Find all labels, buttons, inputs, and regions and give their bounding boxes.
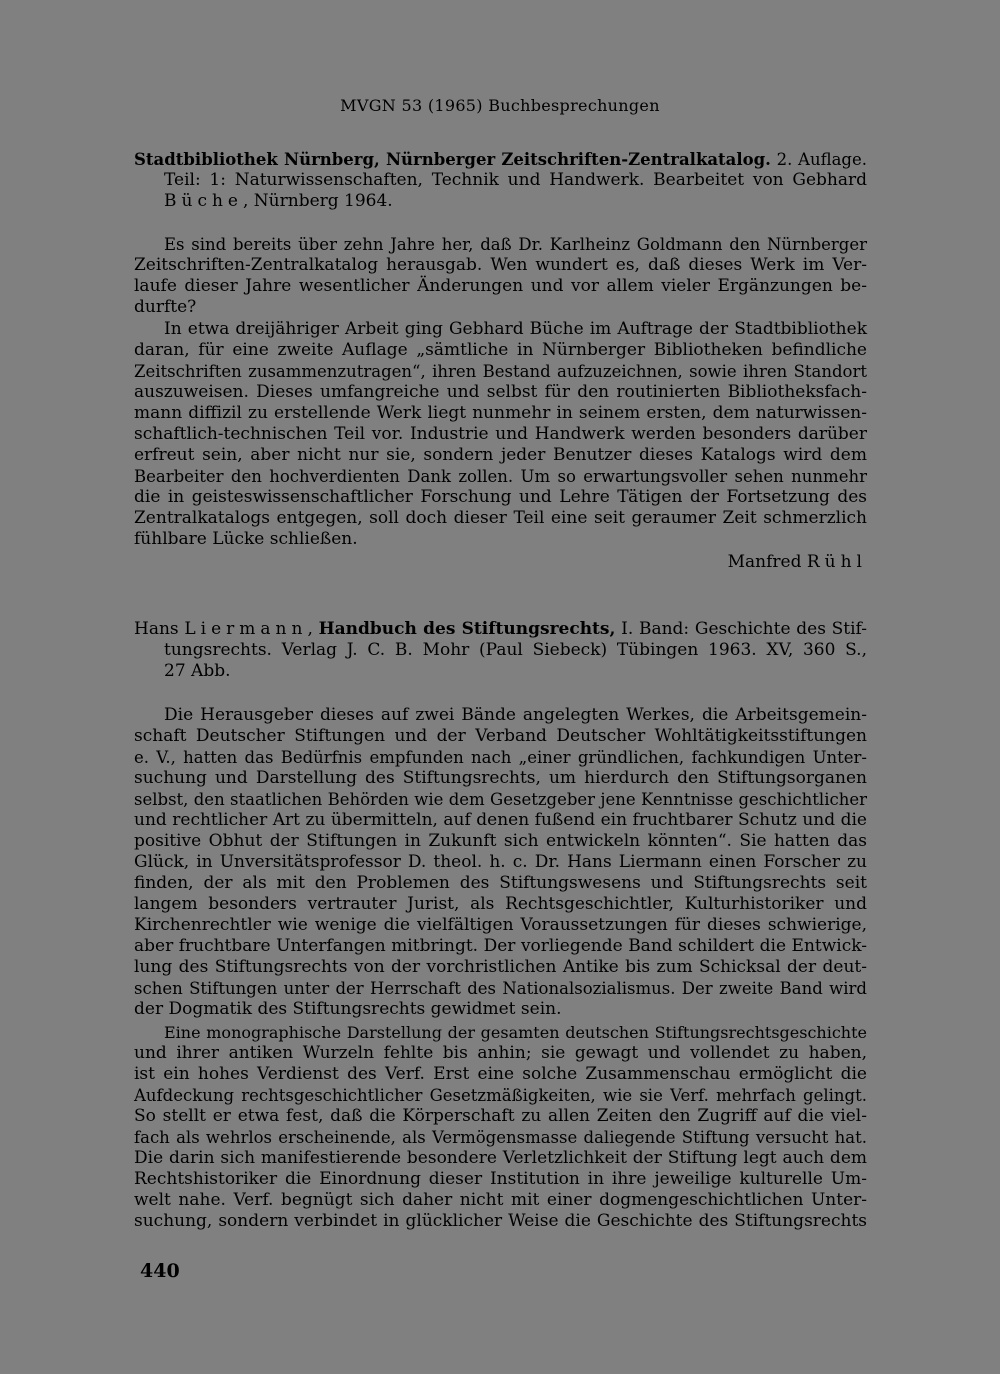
signature-last-name: Rühl [806, 552, 867, 572]
review2-body-line: Rechtshistoriker die Einordnung dieser Institution in ihre jeweilige kulturelle Um- [134, 1169, 867, 1189]
review2-body-line: lung des Stiftungsrechts von der vorchristlichen Antike bis zum Schicksal der deut- [134, 957, 867, 977]
review2-body-line: Aufdeckung rechtsgeschichtlicher Gesetzmäßigkeiten, wie sie Verf. mehrfach gelingt. [134, 1086, 867, 1105]
review1-signature [134, 552, 867, 573]
review1-body-line: Zeitschriften-Zentralkatalog herausgab. Wen wundert es, daß dieses Werk im Ver- [134, 255, 867, 275]
review2-body-line: Eine monographische Darstellung der gesamten deutschen Stiftungsrechtsgeschichte [164, 1023, 867, 1042]
review2-body-line: suchung und Darstellung des Stiftungsrechts, um hierdurch den Stiftungsorganen [134, 768, 867, 788]
review1-title: Stadtbibliothek Nürnberg, Nürnberger Zeitschriften-Zentralkatalog. [134, 150, 771, 169]
review2-body-line: und rechtlicher Art zu übermitteln, auf denen fußend ein fruchtbarer Schutz und die [134, 810, 867, 830]
review1-body-line: durfte? [134, 297, 197, 317]
review2-body-line: suchung, sondern verbindet in glücklicher Weise die Geschichte des Stiftungsrechts [134, 1211, 867, 1231]
review1-body-line: schaftlich-technischen Teil vor. Industrie und Handwerk werden besonders darüber [134, 424, 867, 444]
review2-volume: I. Band: Geschichte des Stif- [621, 619, 867, 639]
review1-body-line: Es sind bereits über zehn Jahre her, daß Dr. Karlheinz Goldmann den Nürnberger [164, 235, 867, 254]
review1-edition: 2. Auflage. [776, 150, 867, 169]
review1-body-line: laufe dieser Jahre wesentlicher Änderungen und vor allem vieler Ergänzungen be- [134, 276, 867, 296]
review2-body-line: e. V., hatten das Bedürfnis empfunden nach „einer gründlichen, fachkundigen Unter- [134, 748, 867, 767]
review2-body-line: aber fruchtbare Unterfangen mitbringt. Der vorliegende Band schildert die Entwick- [134, 936, 867, 956]
review2-body-line: Die Herausgeber dieses auf zwei Bände angelegten Werkes, die Arbeitsgemein- [164, 705, 867, 725]
review1-body-line: In etwa dreijähriger Arbeit ging Gebhard Büche im Auftrage der Stadtbibliothek [164, 319, 867, 339]
review2-body-line: schaft Deutscher Stiftungen und der Verband Deutscher Wohltätigkeitsstiftungen [134, 726, 867, 746]
review2-body-line: schen Stiftungen unter der Herrschaft des Nationalsozialismus. Der zweite Band wird [134, 979, 867, 998]
review2-body-line: Die darin sich manifestierende besondere Verletzlichkeit der Stiftung legt auch dem [134, 1148, 867, 1168]
signature-first-name: Manfred [727, 552, 802, 572]
running-header: MVGN 53 (1965) Buchbesprechungen [340, 96, 660, 115]
review1-heading-line3 [164, 191, 867, 212]
review1-body-line: Zeitschriften zusammenzutragen“, ihren Bestand aufzuzeichnen, sowie ihren Standort [134, 362, 867, 381]
review2-body-line: und ihrer antiken Wurzeln fehlte bis anhin; sie gewagt und vollendet zu haben, [134, 1043, 867, 1063]
review1-body-line: Zentralkatalogs entgegen, soll doch dieser Teil eine seit geraumer Zeit schmerzlich [134, 508, 867, 528]
review1-body-line: fühlbare Lücke schließen. [134, 529, 358, 549]
review2-body-line: positive Obhut der Stiftungen in Zukunft sich entwickeln könnten“. Sie hatten das [134, 831, 867, 851]
review1-body-line: mann diffizil zu erstellende Werk liegt nunmehr in seinem ersten, dem naturwissen- [134, 403, 867, 423]
review1-body-line: Bearbeiter den hochverdienten Dank zollen. Um so erwartungsvoller sehen nunmehr [134, 467, 867, 486]
review2-body-line: welt nahe. Verf. begnügt sich daher nicht mit einer dogmengeschichtlichen Unter- [134, 1190, 867, 1210]
review1-heading-line1 [134, 149, 867, 170]
review2-body-line: So stellt er etwa fest, daß die Körperschaft zu allen Zeiten den Zugriff auf die viel- [134, 1106, 867, 1126]
review2-body-line: Kirchenrechtler wie wenige die vielfältigen Voraussetzungen für dieses schwierige, [134, 915, 867, 935]
review1-heading-line2: Teil: 1: Naturwissenschaften, Technik und Handwerk. Bearbeitet von Gebhard [164, 170, 867, 190]
review1-body-line: die in geisteswissenschaftlicher Forschung und Lehre Tätigen der Fortsetzung des [134, 487, 867, 507]
review2-body-line: selbst, den staatlichen Behörden wie dem Gesetzgeber jene Kenntnisse geschichtlicher [134, 790, 867, 809]
review2-body-line: fach als wehrlos erscheinende, als Vermögensmasse daliegende Stiftung versucht hat. [134, 1128, 867, 1147]
review1-body-line: auszuweisen. Dieses umfangreiche und selbst für den routinierten Bibliotheksfach- [134, 382, 867, 402]
review2-title: Handbuch des Stiftungsrechts, [318, 619, 616, 639]
review2-author-first: Hans [134, 619, 179, 639]
review2-heading-line3: 27 Abb. [164, 661, 231, 681]
review1-editor: Büche [164, 191, 243, 211]
review2-body-line: finden, der als mit den Problemen des Stiftungswesens und Stiftungsrechts seit [134, 873, 867, 893]
review2-body-line: Glück, in Unversitätsprofessor D. theol. h. c. Dr. Hans Liermann einen Forscher zu [134, 852, 867, 872]
review2-author-last: Liermann [184, 619, 308, 639]
review1-body-line: daran, für eine zweite Auflage „sämtliche in Nürnberger Bibliotheken befindliche [134, 340, 867, 360]
review2-heading-line2: tungsrechts. Verlag J. C. B. Mohr (Paul Siebeck) Tübingen 1963. XV, 360 S., [164, 640, 867, 660]
review1-body-line: erfreut sein, aber nicht nur sie, sondern jeder Benutzer dieses Katalogs wird dem [134, 445, 867, 465]
review2-body-line: ist ein hohes Verdienst des Verf. Erst eine solche Zusammenschau ermöglicht die [134, 1064, 867, 1084]
review2-body-line: langem besonders vertrauter Jurist, als Rechtsgeschichtler, Kulturhistoriker und [134, 894, 867, 914]
review1-place-year: , Nürnberg 1964. [242, 191, 393, 211]
review2-heading-line1: Hans Liermann, Handbuch des Stiftungsrechts, I. Band: Geschichte des Stif- [134, 619, 867, 639]
review2-body-line: der Dogmatik des Stiftungsrechts gewidmet sein. [134, 999, 562, 1019]
page-number: 440 [140, 1260, 180, 1282]
